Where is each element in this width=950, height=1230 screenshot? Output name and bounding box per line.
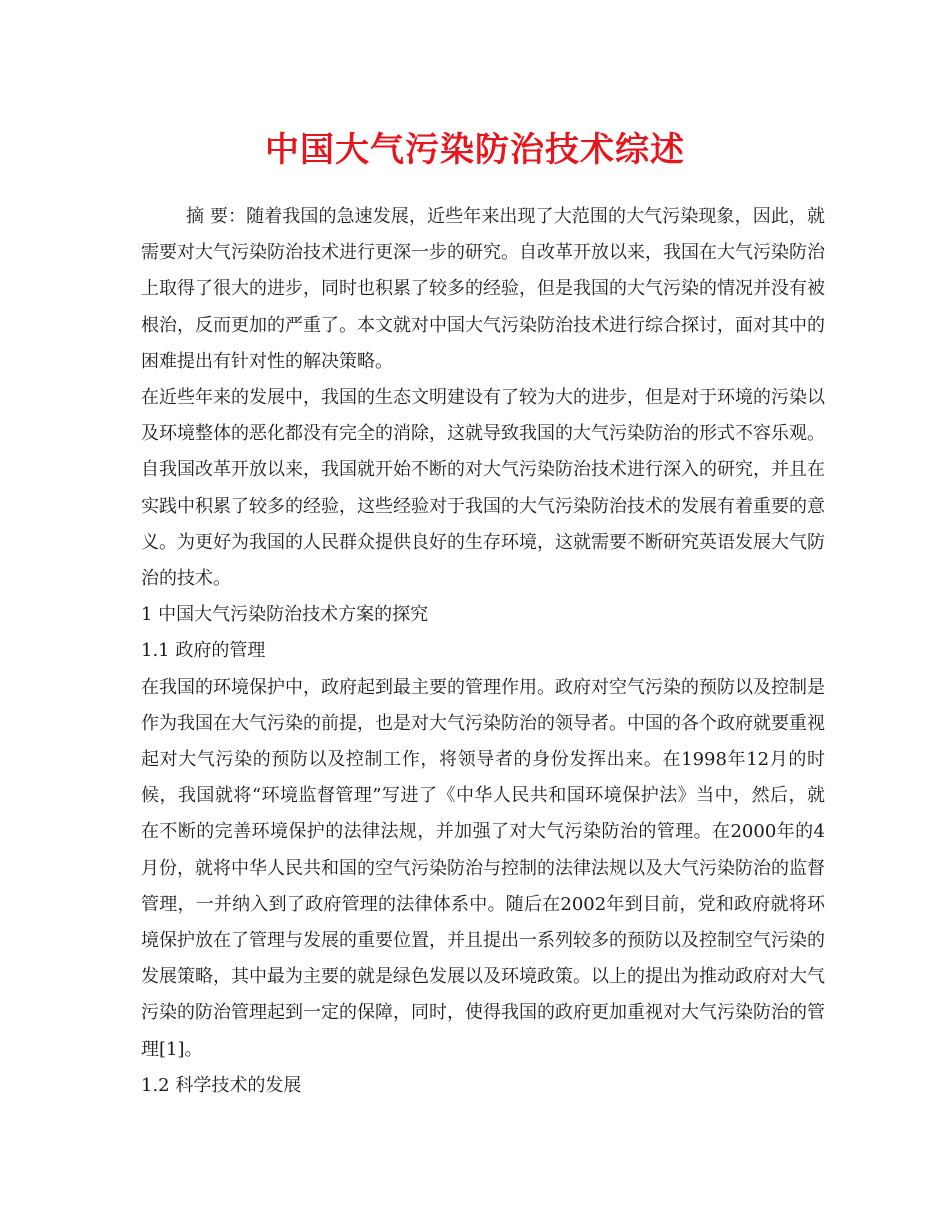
abstract-paragraph: 摘 要：随着我国的急速发展，近些年来出现了大范围的大气污染现象，因此，就需要对大气污染防治技术进行更深一步的研究。自改革开放以来，我国在大气污染防治上取得了很大的进步，同时也积累了较多的经验，但是我国的大气污染的情况并没有被根治，反而更加的严重了。本文就对中国大气污染防治技术进行综合探讨，面对其中的困难提出有针对性的解决策略。 — [141, 206, 825, 372]
section-1-heading: 1 中国大气污染防治技术方案的探究 — [141, 604, 429, 626]
intro-paragraph: 在近些年来的发展中，我国的生态文明建设有了较为大的进步，但是对于环境的污染以及环境整体的恶化都没有完全的消除，这就导致我国的大气污染防治的形式不容乐观。自我国改革开放以来，我国就开始不断的对大气污染防治技术进行深入的研究，并且在实践中积累了较多的经验，这些经验对于我国的大气污染防治技术的发展有着重要的意义。为更好为我国的人民群众提供良好的生存环境，这就需要不断研究英语发展大气防治的技术。 — [141, 387, 825, 590]
section-1-2-heading: 1.2 科学技术的发展 — [141, 1074, 302, 1096]
document-title: 中国大气污染防治技术综述 — [265, 130, 685, 170]
document-body — [141, 199, 825, 1104]
section-1-1-paragraph: 在我国的环境保护中，政府起到最主要的管理作用。政府对空气污染的预防以及控制是作为我国在大气污染的前提，也是对大气污染防治的领导者。中国的各个政府就要重视起对大气污染的预防以及控制工作，将领导者的身份发挥出来。在1998年12月的时候，我国就将“环境监督管理”写进了《中华人民共和国环境保护法》当中，然后，就在不断的完善环境保护的法律法规，并加强了对大气污染防治的管理。在2000年的4月份，就将中华人民共和国的空气污染防治与控制的法律法规以及大气污染防治的监督管理，一并纳入到了政府管理的法律体系中。随后在2002年到目前，党和政府就将环境保护放在了管理与发展的重要位置，并且提出一系列较多的预防以及控制空气污染的发展策略，其中最为主要的就是绿色发展以及环境政策。以上的提出为推动政府对大气污染的防治管理起到一定的保障，同时，使得我国的政府更加重视对大气污染防治的管理[1]。 — [141, 676, 825, 1060]
section-1-1-heading: 1.1 政府的管理 — [141, 640, 266, 662]
